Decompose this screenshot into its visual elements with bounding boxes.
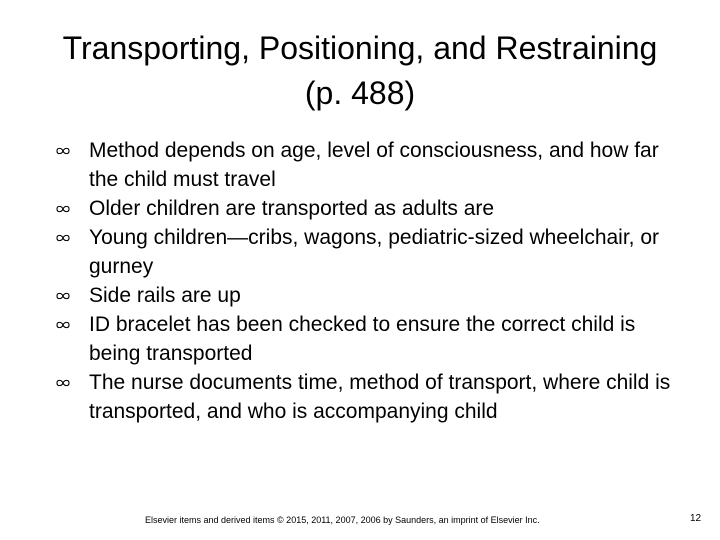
bullet-text: Older children are transported as adults are — [89, 197, 495, 220]
bullet-text: The nurse documents time, method of transport, where child is transported, and who is accompanying child — [89, 371, 671, 423]
bullet-item — [54, 368, 674, 426]
bullet-text: ID bracelet has been checked to ensure the correct child is being transported — [89, 313, 636, 365]
bullet-text: Side rails are up — [89, 284, 241, 307]
infinity-icon — [56, 145, 70, 157]
bullet-item — [54, 310, 674, 368]
page-number: 12 — [690, 513, 702, 524]
infinity-icon — [56, 319, 70, 331]
bullet-item — [54, 223, 674, 281]
bullet-item — [54, 136, 674, 194]
infinity-icon — [56, 377, 70, 389]
slide-title: Transporting, Positioning, and Restraining (p. 488) — [62, 30, 658, 111]
infinity-icon — [56, 203, 70, 215]
infinity-icon — [56, 232, 70, 244]
infinity-icon — [56, 290, 70, 302]
bullet-item — [54, 281, 674, 310]
copyright-footer: Elsevier items and derived items © 2015, 2011, 2007, 2006 by Saunders, an imprint of Elsevier Inc. — [145, 515, 540, 525]
bullet-text: Method depends on age, level of consciousness, and how far the child must travel — [89, 139, 659, 191]
bullet-text: Young children—cribs, wagons, pediatric-sized wheelchair, or gurney — [89, 226, 660, 278]
bullet-list — [54, 136, 674, 426]
bullet-item — [54, 194, 674, 223]
